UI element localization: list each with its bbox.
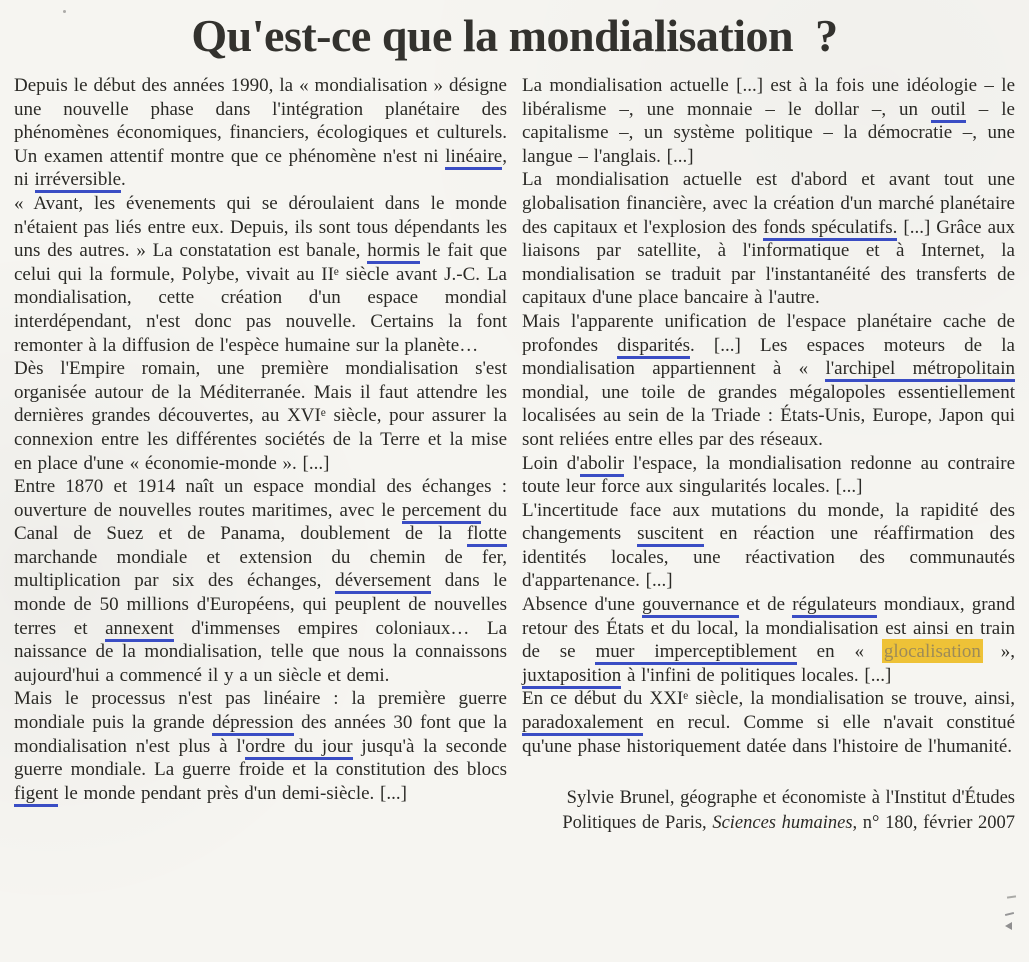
paragraph [522,452,1015,499]
scan-artifact-dot [63,10,66,13]
text-run: La mondialisation actuelle [...] est à la fois une idéologie – le libéralisme –, une monnaie – le dollar –, un [522,75,1015,120]
underlined-text: l'archipel métropolitain [825,358,1015,382]
paragraph [548,786,1015,836]
text-run: , ni [14,145,507,191]
underlined-text: dépression [212,712,293,736]
text-run: En ce début du XXIᵉ siècle, la mondialisation se trouve, ainsi, [522,688,1015,710]
text-run: l'espace, la mondialisation redonne au contraire toute leur force aux singularités locales. [...] [522,452,1015,498]
paragraph [14,475,507,687]
scan-artifact-dash [1007,895,1016,898]
text-run: en « [796,641,884,663]
text-run: Dès l'Empire romain, une première mondialisation s'est organisée autour de la Méditerranée. Mais il faut attendre les dernières grandes découvertes, au XVIᵉ siècle, pour assurer la connexion entre les différentes sociétés de la Terre et la mise en place d'une « économie-monde ». [...] [14,358,507,474]
text-run: Absence d'une [522,594,643,616]
text-run: marchande mondiale et extension du chemin de fer, multiplication par six des échanges, [14,546,507,592]
paragraph [522,168,1015,310]
right-column [522,74,1015,836]
text-run: Entre 1870 et 1914 naît un espace mondial des échanges : ouverture de nouvelles routes maritimes, avec le [14,476,507,521]
text-run: . [121,169,126,191]
two-column-body [14,74,1015,836]
underlined-text: muer imperceptiblement [595,641,796,665]
text-run: et de [739,594,793,616]
text-run: La mondialisation actuelle est d'abord et avant tout une globalisation financière, avec la création d'un marché planétaire des capitaux et l'explosion des [522,169,1015,238]
text-run: L'incertitude face aux mutations du monde, la rapidité des changements [522,499,1015,545]
underlined-text: percement [402,500,481,524]
scan-artifact-squiggle [1005,913,1015,935]
underlined-text: paradoxalement [522,712,643,736]
text-run: Loin d' [522,452,580,474]
underlined-text: flotte [467,523,507,547]
text-run: des années 30 font que la mondialisation n'est plus à l' [14,712,507,757]
right-column-text [522,74,1015,758]
text-run: en recul. Comme si elle n'avait constitué qu'une phase historiquement datée dans l'histoire de l'humanité. [522,712,1015,757]
underlined-text: figent [14,783,58,807]
underlined-text: déversement [335,570,431,594]
document-title: Qu'est-ce que la mondialisation ? [191,10,838,61]
text-run: en réaction une réaffirmation des identités locales, une réactivation des communautés d'appartenance. [...] [522,523,1015,592]
highlighted-text: glocalisation [883,641,981,663]
underlined-text: hormis [367,240,420,264]
underlined-text: abolir [580,453,624,477]
text-run: le monde pendant près d'un demi-siècle. [...] [58,782,407,804]
text-run: Depuis le début des années 1990, la « mondialisation » désigne une nouvelle phase dans l'intégration planétaire des phénomènes économiques, financiers, écologiques et culturels. Un examen attentif montre que ce phénomène n'est ni [14,75,507,167]
underlined-text: gouvernance [642,594,739,618]
text-run: . [...] Les espaces moteurs de la mondialisation appartiennent à « [522,334,1015,380]
paragraph [14,357,507,475]
paragraph [522,310,1015,452]
text-run: , n° 180, février 2007 [852,813,1015,834]
text-run: Mais l'apparente unification de l'espace planétaire cache de profondes [522,310,1015,356]
italic-text: Sciences humaines [712,813,853,834]
underlined-text: irréversible [35,169,122,193]
underlined-text: suscitent [637,523,704,547]
text-run: Sylvie Brunel, géographe et économiste à l'Institut d'Études Politiques de Paris, [562,788,1015,834]
underlined-text: ordre du jour [245,736,352,760]
text-run: mondiaux, grand retour des États et du local, la mondialisation est ainsi en train de se [522,594,1015,663]
text-run: le fait que celui qui la formule, Polybe, vivait au IIᵉ siècle avant J.-C. La mondialisation, cette création d'un espace mondial interdépendant, n'est donc pas nouvelle. Certains la font remonter à la diffusion de l'espèce humaine sur la planète… [14,240,507,356]
paragraph [14,687,507,805]
text-run: Mais le processus n'est pas linéaire : la première guerre mondiale puis la grande [14,688,507,734]
underlined-text: outil [931,99,966,123]
text-run: du Canal de Suez et de Panama, doublement de la [14,499,508,545]
underlined-text: disparités [617,335,690,359]
text-run: jusqu'à la seconde guerre mondiale. La guerre froide et la constitution des blocs [14,735,507,781]
paragraph [14,74,507,192]
text-run: [...] Grâce aux liaisons par satellite, à l'informatique et à Internet, la mondialisation se traduit par l'instantanéité des transferts de capitaux d'une place bancaire à l'autre. [522,216,1015,309]
paragraph [522,593,1015,687]
text-run: « Avant, les évenements qui se déroulaient dans le monde n'étaient pas liés entre eux. Depuis, ils sont tous dépendants les uns des autres. » La constatation est banale, [14,192,507,262]
text-run: dans le monde de 50 millions d'Européens, qui peuplent de nouvelles terres et [14,570,507,639]
text-run: mondial, une toile de grandes mégalopoles essentiellement localisées au sein de la Triade : États-Unis, Europe, Japon qui sont reliées entre elles par des réseaux. [522,381,1015,450]
underlined-text: linéaire [445,146,502,170]
paragraph [522,74,1015,168]
paragraph [522,687,1015,758]
underlined-text: annexent [105,618,174,642]
underlined-text: fonds spéculatifs. [763,217,897,241]
paragraph [14,192,507,357]
paragraph [522,499,1015,593]
text-run: à l'infini de politiques locales. [...] [621,664,892,686]
underlined-text: régulateurs [792,594,876,618]
text-run: d'immenses empires coloniaux… La naissance de la mondialisation, telle que nous la connaissons aujourd'hui a commencé il y a un siècle et demi. [14,617,508,686]
citation [522,786,1015,836]
left-column [14,74,507,805]
underlined-text: juxtaposition [522,665,621,689]
text-run: – le capitalisme –, un système politique – la démocratie –, une langue – l'anglais. [...] [522,98,1015,167]
text-run: », [980,641,1016,663]
